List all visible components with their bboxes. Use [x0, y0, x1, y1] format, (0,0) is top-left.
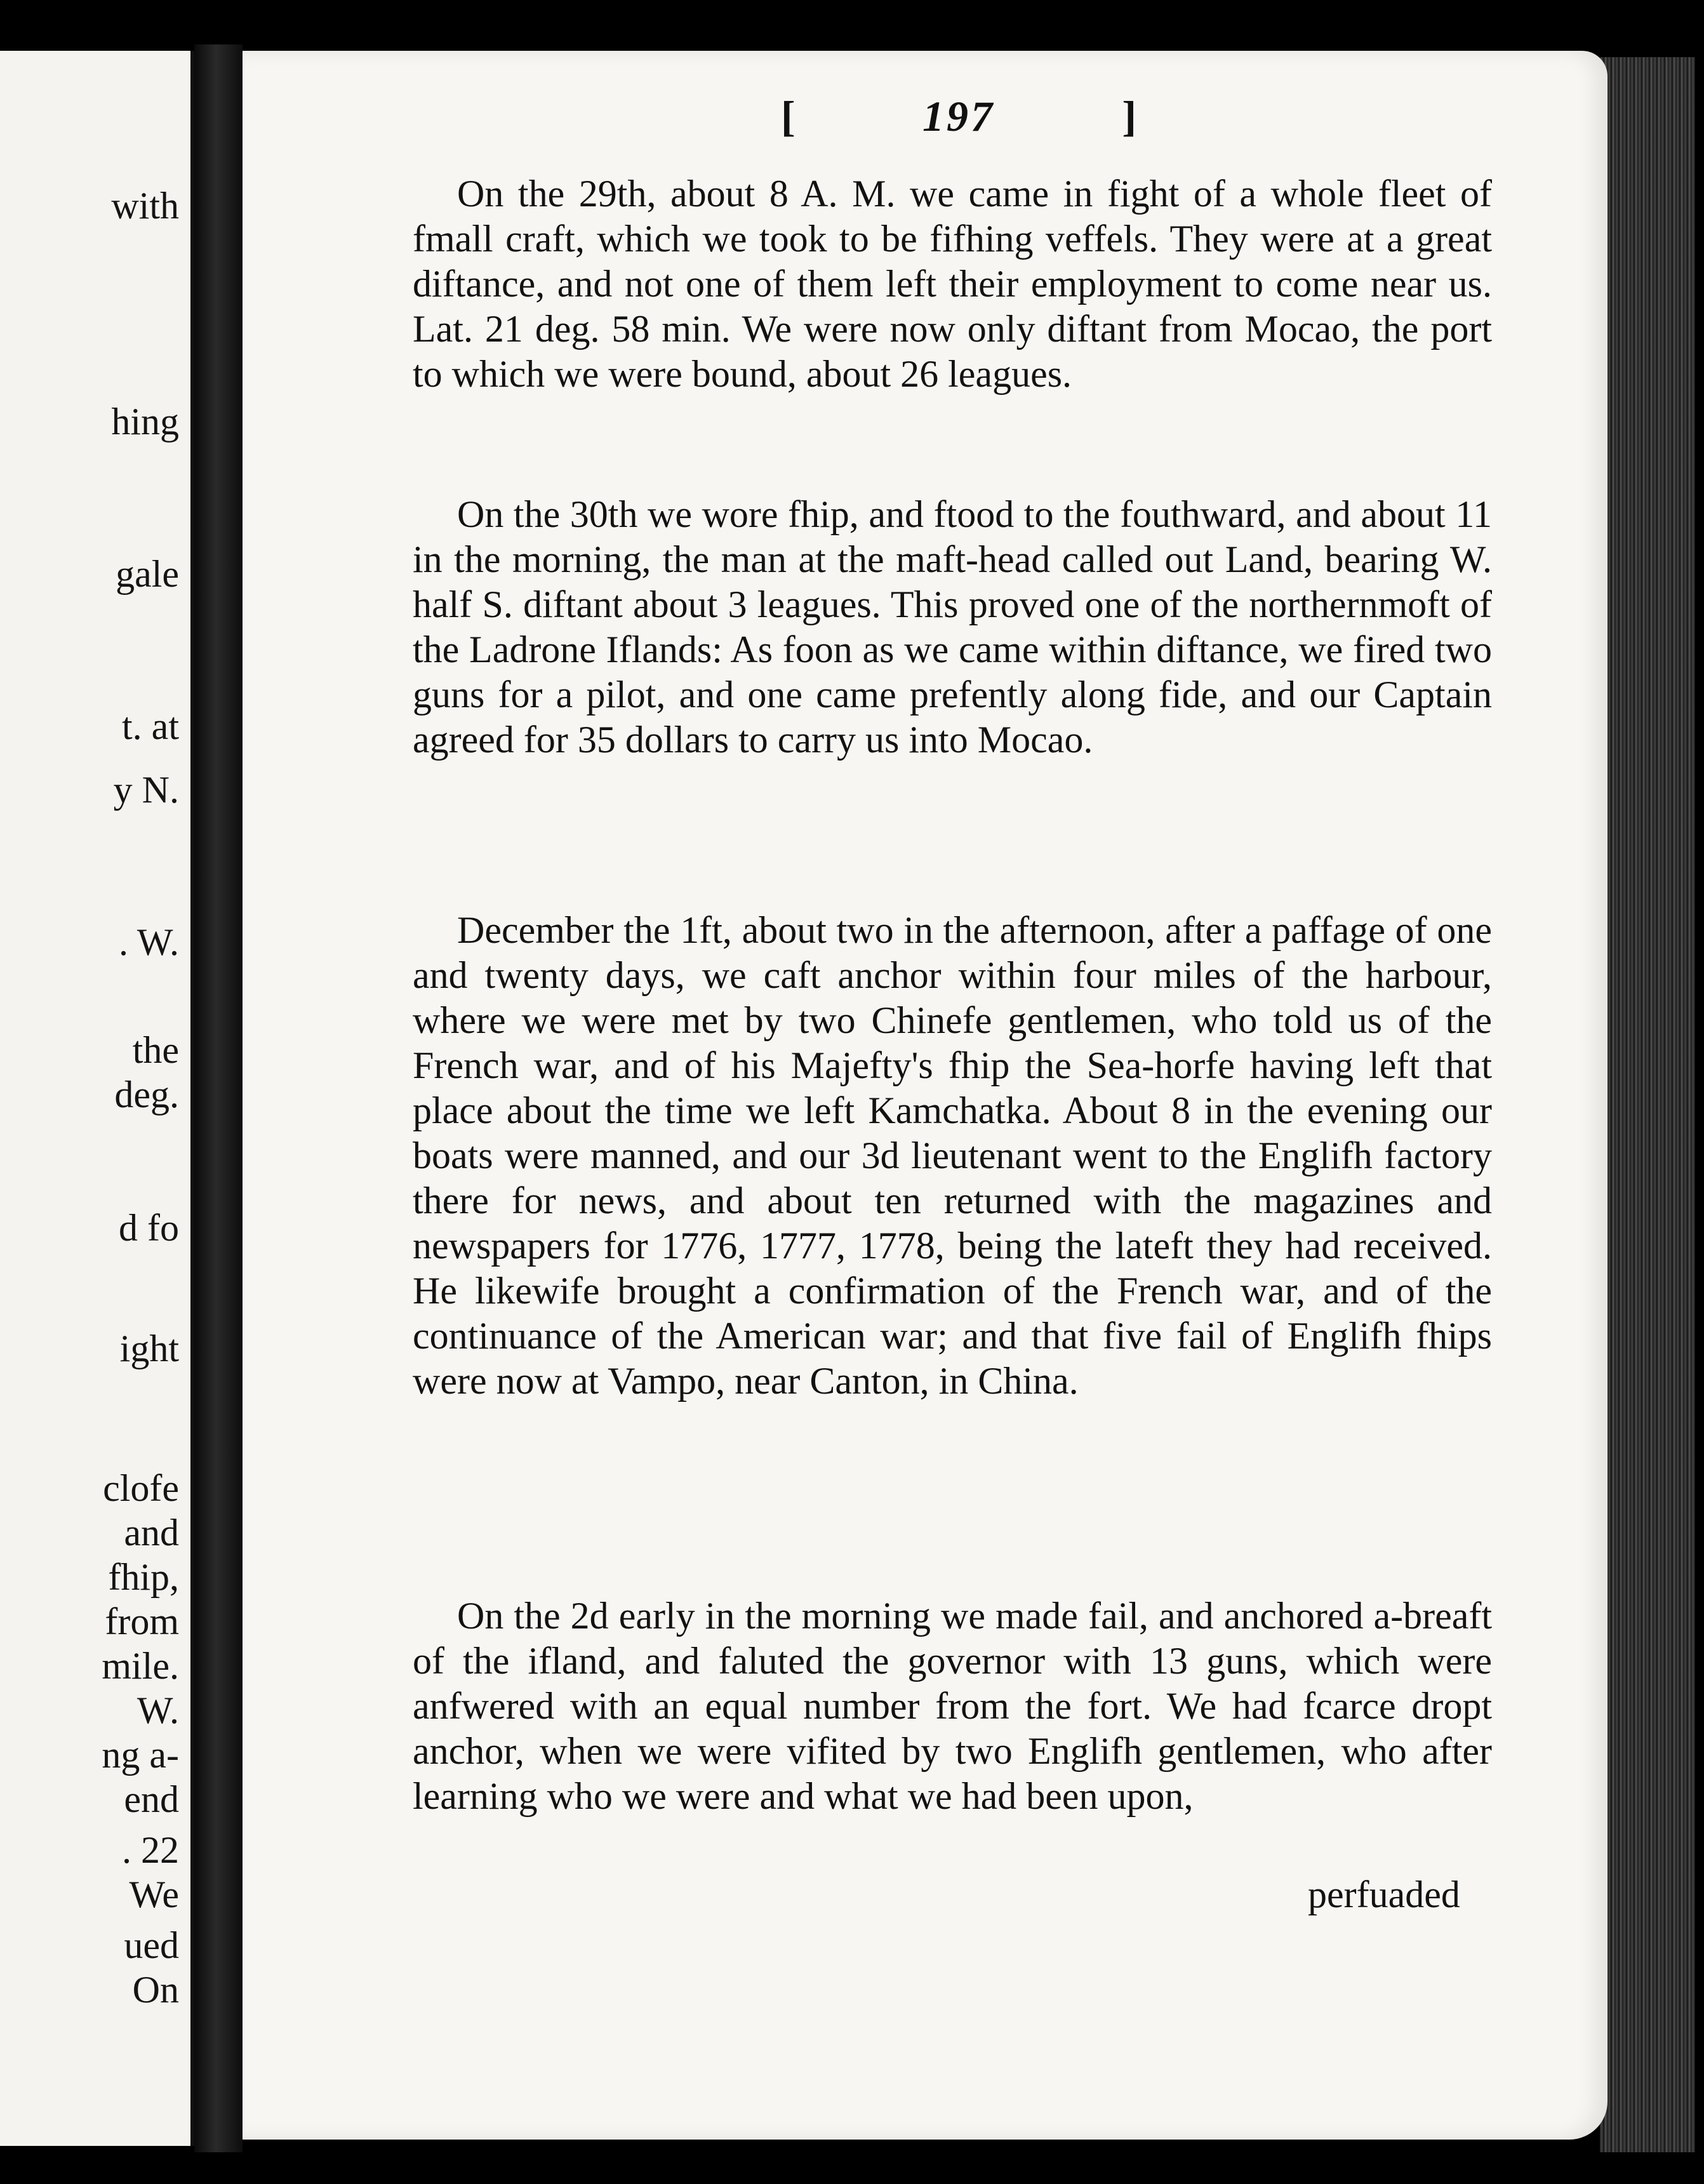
page-edges	[1600, 57, 1695, 2152]
left-page-fragment: ued	[124, 1924, 179, 1966]
left-page-fragment: the	[132, 1029, 179, 1071]
paragraph: On the 2d early in the morning we made fail, and anchored a-breaft of the ifland, and faluted the governor with 13 guns, which were anfwered with an equal number from the fort. We had fcarce dropt anchor, when we were vifited by two Englifh gentlemen, who after learning who we were and what we had been upon,	[413, 1595, 1492, 1817]
header-bracket-right: ]	[1122, 91, 1136, 140]
left-page-fragment: end	[124, 1778, 179, 1820]
left-page-fragment: fhip,	[108, 1556, 179, 1598]
page-number: 197	[922, 91, 995, 140]
header-bracket-left: [	[781, 91, 795, 140]
left-page-fragment: mile.	[102, 1645, 179, 1687]
left-page-fragment: from	[105, 1601, 179, 1642]
paragraph: On the 30th we wore fhip, and ftood to the fouthward, and about 11 in the morning, the man at the maft-head called out Land, bearing W. half S. diftant about 3 leagues. This proved one of the northernmoft of the Ladrone Iflands: As foon as we came within diftance, we fired two guns for a pilot, and one came prefently along fide, and our Captain agreed for 35 dollars to carry us into Mocao.	[413, 493, 1492, 761]
left-page-fragment: . 22	[122, 1829, 179, 1871]
left-page-fragment: On	[132, 1969, 179, 2011]
left-page-fragment: clofe	[103, 1467, 179, 1509]
left-page-fragment: d fo	[119, 1207, 179, 1249]
page-header	[781, 88, 1136, 145]
left-page-fragment: and	[124, 1512, 179, 1554]
left-page-fragment: ight	[119, 1328, 179, 1369]
left-page-fragment: We	[129, 1874, 179, 1915]
left-facing-page	[0, 51, 194, 2146]
paragraph: December the 1ft, about two in the afternoon, after a paffage of one and twenty days, we caft anchor within four miles of the harbour, where we were met by two Chinefe gentlemen, who told us of the French war, and of his Majefty's fhip the Sea-horfe having left that place about the time we left Kamchatka. About 8 in the evening our boats were manned, and our 3d lieutenant went to the Englifh factory there for news, and about ten returned with the magazines and newspapers for 1776, 1777, 1778, being the lateft they had received. He likewife brought a confirmation of the French war, and of the continuance of the American war; and that five fail of Englifh fhips were now at Vampo, near Canton, in China.	[413, 909, 1492, 1402]
left-page-fragment: W.	[136, 1689, 179, 1731]
left-page-fragment: gale	[116, 553, 179, 595]
left-page-fragment: deg.	[114, 1074, 179, 1115]
left-page-fragment: y N.	[113, 769, 179, 811]
left-page-fragment: ng a-	[102, 1734, 179, 1776]
catchword: perfuaded	[1308, 1874, 1460, 1915]
left-page-fragment: . W.	[118, 921, 179, 963]
left-page-fragment: t. at	[122, 705, 179, 747]
book-gutter	[194, 44, 243, 2152]
paragraph: On the 29th, about 8 A. M. we came in fight of a whole fleet of fmall craft, which we took to be fifhing veffels. They were at a great diftance, and not one of them left their employment to come near us. Lat. 21 deg. 58 min. We were now only diftant from Mocao, the port to which we were bound, about 26 leagues.	[413, 173, 1492, 395]
left-page-fragment: with	[111, 185, 179, 227]
left-page-fragment: hing	[111, 401, 179, 443]
